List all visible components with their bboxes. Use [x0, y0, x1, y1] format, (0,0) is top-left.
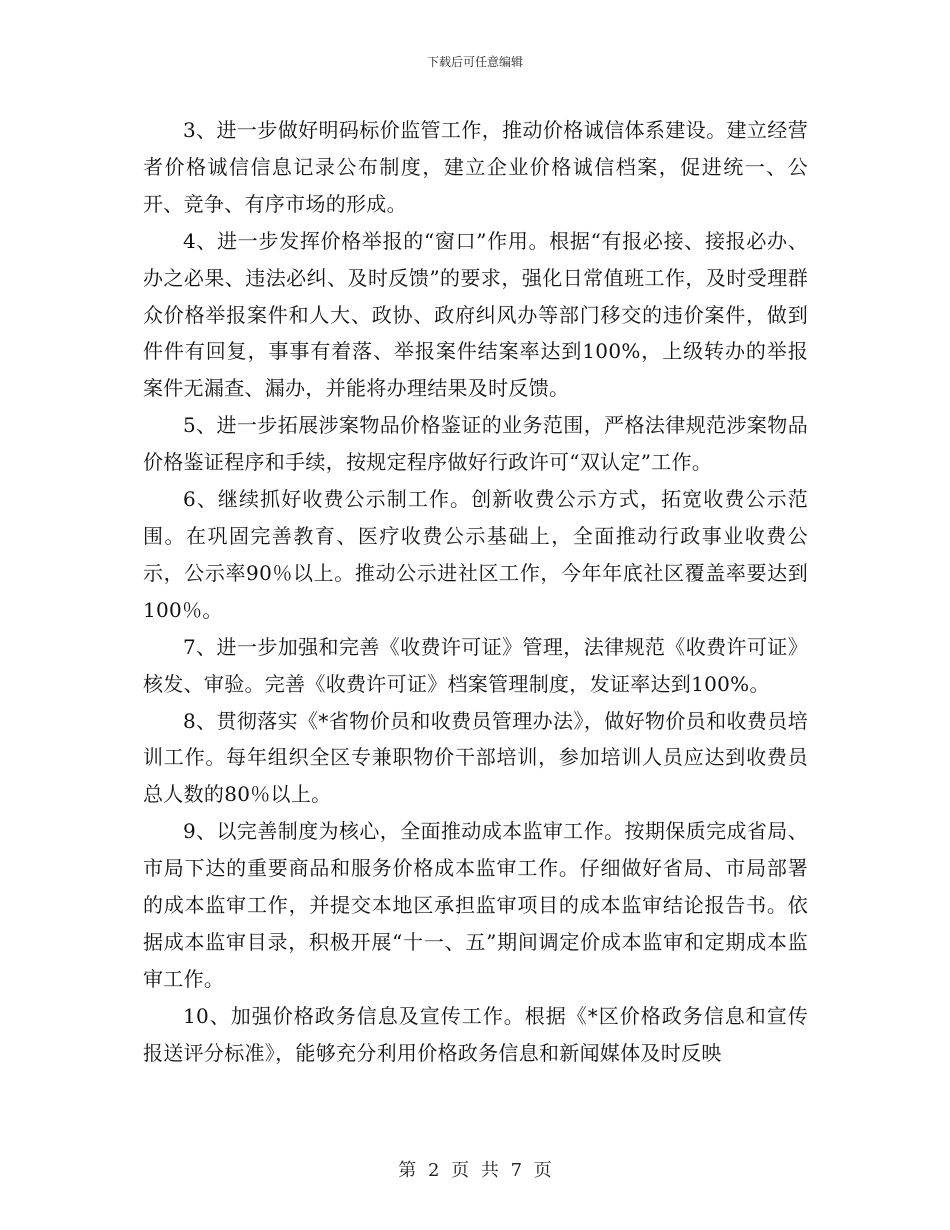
paragraph-item-7: 7、进一步加强和完善《收费许可证》管理，法律规范《收费许可证》核发、审验。完善《收费许可证》档案管理制度，发证率达到100%。	[143, 634, 808, 696]
paragraph-item-6: 6、继续抓好收费公示制工作。创新收费公示方式，拓宽收费公示范围。在巩固完善教育、医疗收费公示基础上，全面推动行政事业收费公示，公示率90％以上。推动公示进社区工作，今年年底社区覆盖率要达到100％。	[143, 487, 808, 622]
paragraph-item-10: 10、加强价格政务信息及宣传工作。根据《*区价格政务信息和宣传报送评分标准》，能够充分利用价格政务信息和新闻媒体及时反映	[143, 1003, 808, 1065]
paragraph-item-8: 8、贯彻落实《*省物价员和收费员管理办法》，做好物价员和收费员培训工作。每年组织全区专兼职物价干部培训，参加培训人员应达到收费员总人数的80％以上。	[143, 708, 808, 807]
page-header: 下载后可任意编辑	[426, 55, 523, 69]
paragraph-item-9: 9、以完善制度为核心，全面推动成本监审工作。按期保质完成省局、市局下达的重要商品和服务价格成本监审工作。仔细做好省局、市局部署的成本监审工作，并提交本地区承担监审项目的成本监审结论报告书。依据成本监审目录，积极开展“十一、五”期间调定价成本监审和定期成本监审工作。	[143, 819, 808, 991]
page-number: 第 2 页 共 7 页	[398, 1160, 552, 1181]
paragraph-item-4: 4、进一步发挥价格举报的“窗口”作用。根据“有报必接、接报必办、办之必果、违法必纠、及时反馈”的要求，强化日常值班工作，及时受理群众价格举报案件和人大、政协、政府纠风办等部门移交的违价案件，做到件件有回复，事事有着落、举报案件结案率达到100%，上级转办的举报案件无漏查、漏办，并能将办理结果及时反馈。	[143, 228, 808, 401]
paragraph-item-3: 3、进一步做好明码标价监管工作，推动价格诚信体系建设。建立经营者价格诚信信息记录公布制度，建立企业价格诚信档案，促进统一、公开、竞争、有序市场的形成。	[143, 118, 808, 216]
document-body	[143, 112, 808, 1072]
paragraph-item-5: 5、进一步拓展涉案物品价格鉴证的业务范围，严格法律规范涉案物品价格鉴证程序和手续，按规定程序做好行政许可“双认定”工作。	[143, 413, 808, 475]
